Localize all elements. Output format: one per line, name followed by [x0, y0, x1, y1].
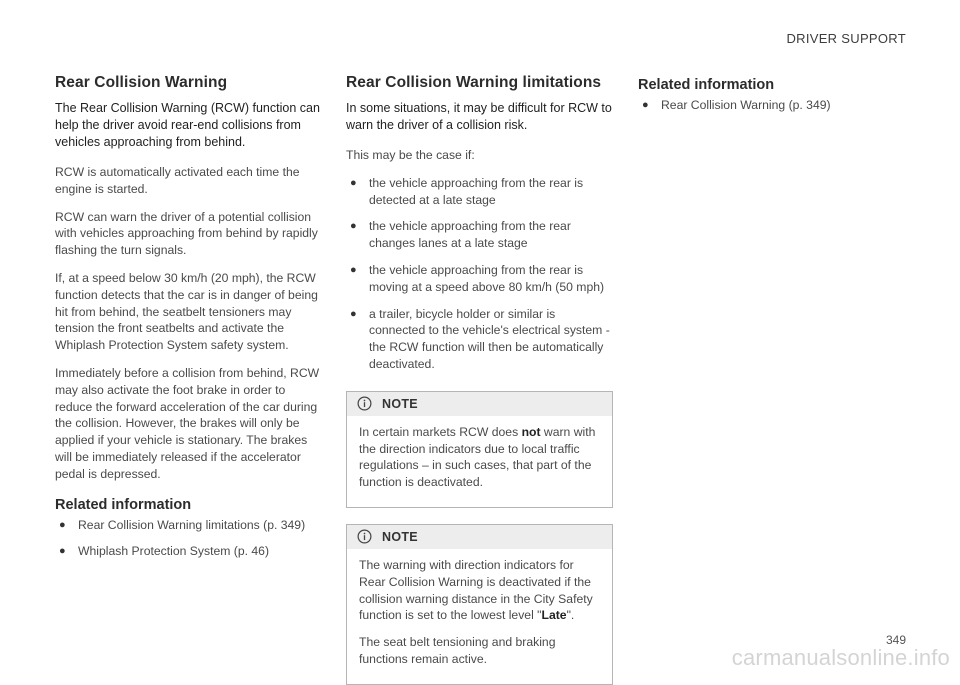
- info-circle-icon: [357, 396, 372, 411]
- bullet-icon: ●: [350, 263, 357, 276]
- related-information-heading: Related information: [55, 496, 192, 513]
- bullet-icon: ●: [642, 99, 649, 111]
- note-body: [347, 416, 612, 507]
- related-links-list: [55, 517, 320, 561]
- intro-text: In some situations, it may be difficult for RCW to warn the driver of a collision risk.: [346, 101, 612, 132]
- note-label: NOTE: [382, 529, 418, 544]
- note-box: [346, 391, 613, 508]
- related-link[interactable]: ● Rear Collision Warning limitations (p. 349): [59, 517, 306, 532]
- limitation-list: [346, 175, 613, 373]
- section-title: Rear Collision Warning limitations: [346, 74, 602, 91]
- note-text: In certain markets RCW does not warn with the direction indicators due to local traffic regulations – in such cases, that part of the function is deactivated.: [359, 424, 596, 490]
- column-related-information: [638, 77, 903, 124]
- page-number: 349: [885, 633, 906, 647]
- related-information-heading: Related information: [638, 77, 775, 93]
- column-rear-collision-warning: [55, 74, 320, 570]
- note-label: NOTE: [382, 396, 418, 411]
- bullet-icon: ●: [59, 545, 66, 558]
- list-item: ● a trailer, bicycle holder or similar is connected to the vehicle's electrical system - the RCW function will then be automatically deactivated.: [350, 306, 610, 371]
- body-paragraph: RCW can warn the driver of a potential collision with vehicles approaching from behind by rapidly flashing the turn signals.: [55, 209, 318, 258]
- note-text: The seat belt tensioning and braking functions remain active.: [359, 635, 556, 666]
- body-paragraph: Immediately before a collision from behind, RCW may also activate the foot brake in order to reduce the forward acceleration of the car during the collision. However, the brakes will only be applied if your vehicle is stationary. The brakes will be immediately released if the accelerator pedal is depressed.: [55, 365, 320, 481]
- info-circle-icon: [357, 529, 372, 544]
- bullet-icon: ●: [350, 307, 357, 320]
- related-links-list: [638, 97, 903, 114]
- note-header: [347, 525, 612, 549]
- related-link[interactable]: ● Whiplash Protection System (p. 46): [59, 544, 270, 559]
- body-paragraph: If, at a speed below 30 km/h (20 mph), the RCW function detects that the car is in danger of being hit from behind, the seatbelt tensioners may tension the front seatbelts and activate the Whiplash Protection System safety system.: [55, 270, 318, 353]
- note-text: The warning with direction indicators for Rear Collision Warning is deactivated if the collision warning distance in the City Safety function is set to the lowest level "Late".: [359, 557, 593, 623]
- watermark: carmanualsonline.info: [731, 645, 950, 670]
- note-body: [347, 549, 612, 684]
- note-header: [347, 392, 612, 416]
- note-box: [346, 524, 613, 685]
- bullet-icon: ●: [59, 518, 66, 531]
- body-paragraph: RCW is automatically activated each time the engine is started.: [55, 165, 300, 196]
- bullet-icon: ●: [350, 176, 357, 189]
- intro-text: The Rear Collision Warning (RCW) function can help the driver avoid rear-end collisions from vehicles approaching from behind.: [55, 101, 320, 149]
- list-item: ● the vehicle approaching from the rear is detected at a late stage: [350, 175, 584, 207]
- column-rcw-limitations: [346, 74, 613, 685]
- related-link[interactable]: ● Rear Collision Warning (p. 349): [642, 98, 831, 112]
- list-item: ● the vehicle approaching from the rear is moving at a speed above 80 km/h (50 mph): [350, 262, 605, 294]
- lead-text: This may be the case if:: [346, 148, 475, 162]
- section-header: DRIVER SUPPORT: [786, 31, 906, 46]
- bullet-icon: ●: [350, 220, 357, 233]
- list-item: ● the vehicle approaching from the rear changes lanes at a late stage: [350, 219, 571, 251]
- section-title: Rear Collision Warning: [55, 74, 228, 91]
